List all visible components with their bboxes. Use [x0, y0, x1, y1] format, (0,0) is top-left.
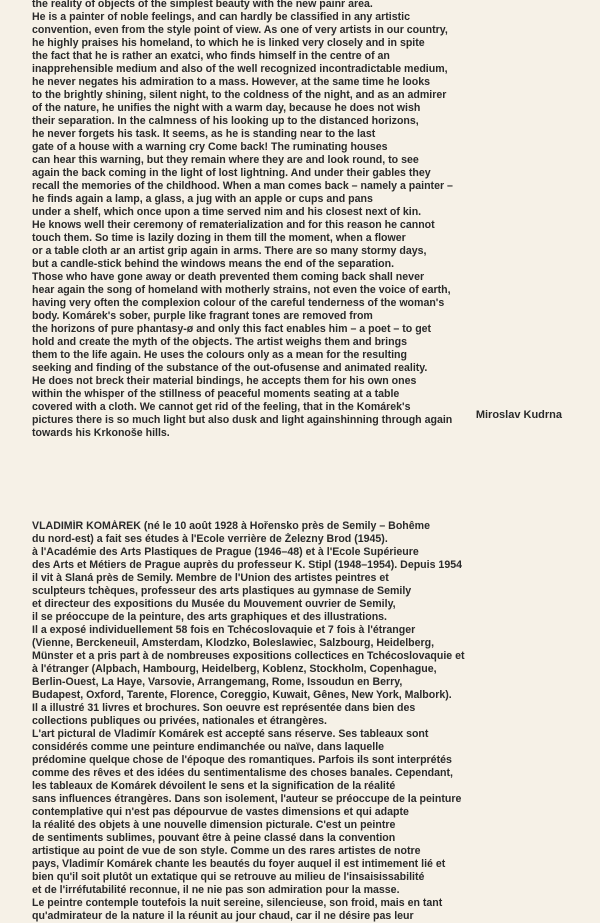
- french-text-line: et directeur des expositions du Musée du Mouvement ouvrier de Semily,: [32, 598, 396, 610]
- french-text-line: du nord-est) a fait ses études à l'Ecole verrière de Železny Brod (1945).: [32, 533, 388, 545]
- english-text-line: again the back coming in the light of lost lightning. And under their gables they: [32, 167, 431, 179]
- english-text-line: He knows well their ceremony of rematerialization and for this reason he cannot: [32, 219, 435, 231]
- english-text-line: He is a painter of noble feelings, and can hardly be classified in any artistic: [32, 11, 410, 23]
- english-text-line: the horizons of pure phantasy-ø and only this fact enables him – a poet – to get: [32, 323, 432, 335]
- english-text-line: the fact that he is rather an exatci, who finds himself in the centre of an: [32, 50, 390, 62]
- english-text-line: he never forgets his task. It seems, as he is standing near to the last: [32, 128, 376, 140]
- french-text-line: Münster et a pris part à de nombreuses expositions collectices en Tchécoslovaquie et: [32, 650, 465, 662]
- french-text-line: la réalité des objets à une nouvelle dimension picturale. C'est un peintre: [32, 819, 396, 831]
- english-text-line: their separation. In the calmness of his looking up to the distanced horizons,: [32, 115, 419, 127]
- french-text-line: artistique au point de vue de son style. Comme un des rares artistes de notre: [32, 845, 421, 857]
- french-text-line: il se préoccupe de la peinture, des arts graphiques et des illustrations.: [32, 611, 387, 623]
- english-text-line: Those who have gone away or death prevented them coming back shall never: [32, 271, 425, 283]
- english-text-line: touch them. So time is lazily dozing in them till the moment, when a flower: [32, 232, 406, 244]
- french-text-line: L'art pictural de Vladimír Komárek est accepté sans réserve. Ses tableaux sont: [32, 728, 429, 740]
- english-text-line: gate of a house with a warning cry Come back! The ruminating houses: [32, 141, 388, 153]
- english-text-line: covered with a cloth. We cannot get rid of the feeling, that in the Komárek's: [32, 401, 411, 413]
- french-text-line: Berlin-Ouest, La Haye, Varsovie, Arrangemang, Rome, Issoudun en Berry,: [32, 676, 403, 688]
- english-text-line: them to the life again. He uses the colours only as a mean for the resulting: [32, 349, 407, 361]
- english-text-line: of the nature, he unifies the night with a warm day, because he does not wish: [32, 102, 421, 114]
- french-text-line: comme des rêves et des idées du sentimentalisme des choses banales. Cependant,: [32, 767, 453, 779]
- english-text-line: the reality of objects of the simplest beauty with the new painr area.: [32, 0, 373, 10]
- french-text-line: il vit à Slaná près de Semily. Membre de l'Union des artistes peintres et: [32, 572, 389, 584]
- french-text-line: sculpteurs tchèques, professeur des arts plastiques au gymnase de Semily: [32, 585, 412, 597]
- english-text-line: to the brightly shining, silent night, to the coldness of the night, and as an admirer: [32, 89, 447, 101]
- english-text-line: he highly praises his homeland, to which he is linked very closely and in spite: [32, 37, 425, 49]
- english-text-line: he finds again a lamp, a glass, a jug with an apple or cups and pans: [32, 193, 373, 205]
- english-text-line: pictures there is so much light but also dusk and light againshinning through again: [32, 414, 453, 426]
- french-text-line: bien qu'il soit plutôt un extatique qui se retrouve au milieu de l'insaisissabilité: [32, 871, 425, 883]
- english-text-line: under a shelf, which once upon a time served nim and his closest next of kin.: [32, 206, 422, 218]
- french-text-line: sans influences étrangères. Dans son isolement, l'auteur se préoccupe de la peinture: [32, 793, 462, 805]
- english-text-line: inapprehensible medium and also of the well recognized incontradictable medium,: [32, 63, 448, 75]
- author-signature: Miroslav Kudrna: [475, 409, 562, 421]
- english-text-line: body. Komárek's sober, purple like fragrant tones are removed from: [32, 310, 373, 322]
- english-text-line: convention, even from the style point of view. As one of very artists in our country,: [32, 24, 448, 36]
- french-text-block: [32, 520, 570, 923]
- french-text-line: à l'Académie des Arts Plastiques de Prague (1946–48) et à l'Ecole Supérieure: [32, 546, 419, 558]
- french-text-line: des Arts et Métiers de Prague auprès du professeur K. Stipl (1948–1954). Depuis 1954: [32, 559, 462, 571]
- english-text-line: towards his Krkonoše hills.: [32, 427, 170, 439]
- english-text-line: He does not breck their material bindings, he accepts them for his own ones: [32, 375, 417, 387]
- french-text-line: à l'étranger (Alpbach, Hambourg, Heidelberg, Koblenz, Stockholm, Copenhague,: [32, 663, 437, 675]
- english-text-line: or a table cloth ar an artist grip again in arms. There are so many stormy days,: [32, 245, 427, 257]
- french-text-line: de sentiments sublimes, pouvant être à peine classé dans la convention: [32, 832, 396, 844]
- french-text-line: collections publiques ou privées, nationales et étrangères.: [32, 715, 327, 727]
- french-text-line: VLADIMÍR KOMÁREK (né le 10 août 1928 à Hořensko près de Semily – Bohême: [32, 520, 430, 532]
- english-text-line: but a candle-stick behind the windows means the end of the separation.: [32, 258, 395, 270]
- french-text-line: prédomine quelque chose de l'époque des romantiques. Parfois ils sont interprétés: [32, 754, 452, 766]
- french-text-line: les tableaux de Komárek dévoilent le sens et la signification de la réalité: [32, 780, 396, 792]
- english-text-line: hear again the song of homeland with motherly strains, not even the voice of earth,: [32, 284, 451, 296]
- english-text-line: he never negates his admiration to a mass. However, at the same time he looks: [32, 76, 430, 88]
- english-text-line: seeking and finding of the substance of the out-ofusense and animated reality.: [32, 362, 428, 374]
- english-text-line: having very often the complexion colour of the careful tenderness of the woman's: [32, 297, 445, 309]
- french-text-line: (Vienne, Berckeneuil, Amsterdam, Klodzko, Boleslawiec, Salzbourg, Heidelberg,: [32, 637, 435, 649]
- french-text-line: et de l'irréfutabilité reconnue, il ne nie pas son admiration pour la masse.: [32, 884, 400, 896]
- french-text-line: pays, Vladimír Komárek chante les beautés du foyer auquel il est intimement lié et: [32, 858, 446, 870]
- english-text-line: within the whisper of the stillness of peaceful moments seating at a table: [32, 388, 400, 400]
- french-text-line: considérés comme une peinture endimanchée ou naïve, dans laquelle: [32, 741, 385, 753]
- french-text-line: contemplative qui n'est pas dépourvue de vastes dimensions et qui adapte: [32, 806, 409, 818]
- english-text-line: can hear this warning, but they remain where they are and look round, to see: [32, 154, 419, 166]
- french-text-line: Il a exposé individuellement 58 fois en Tchécoslovaquie et 7 fois à l'étranger: [32, 624, 416, 636]
- english-text-block: [32, 0, 570, 440]
- french-text-line: qu'admirateur de la nature il la réunit au jour chaud, car il ne désire pas leur: [32, 910, 414, 922]
- english-text-line: hold and create the myth of the objects. The artist weighs them and brings: [32, 336, 407, 348]
- english-text-line: recall the memories of the childhood. When a man comes back – namely a painter –: [32, 180, 453, 192]
- french-text-line: Il a illustré 31 livres et brochures. Son oeuvre est représentée dans bien des: [32, 702, 416, 714]
- french-text-line: Budapest, Oxford, Tarente, Florence, Coreggio, Kuwait, Gênes, New York, Malbork).: [32, 689, 452, 701]
- french-text-line: Le peintre contemple toutefois la nuit sereine, silencieuse, son froid, mais en tant: [32, 897, 443, 909]
